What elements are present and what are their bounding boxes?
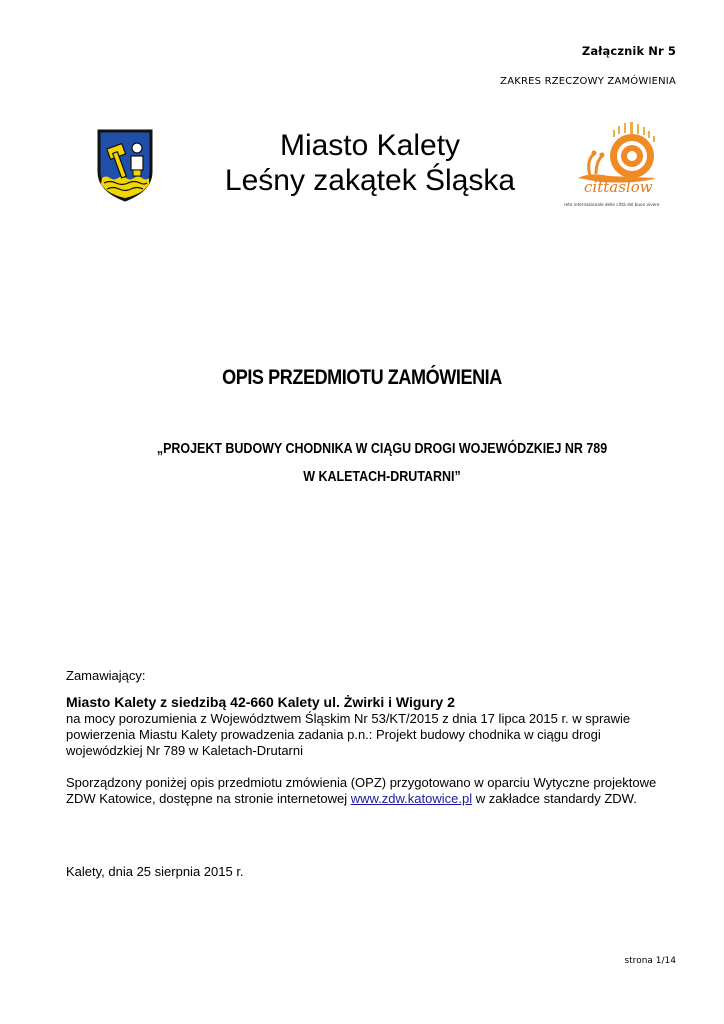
zdw-website-link[interactable]: www.zdw.katowice.pl <box>350 791 473 806</box>
project-title-line2: W KALETACH-DRUTARNI” <box>303 469 461 485</box>
opz-line2-end: w zakładce standardy ZDW. <box>472 791 637 806</box>
opz-line2 <box>66 791 686 807</box>
page-number: strona 1/14 <box>624 956 676 966</box>
town-title <box>200 128 540 198</box>
kalety-crest-icon <box>96 128 154 202</box>
client-desc-line1: na mocy porozumienia z Województwem Śląskim Nr 53/KT/2015 z dnia 17 lipca 2015 r. w sprawie <box>66 711 631 726</box>
document-heading: OPIS PRZEDMIOTU ZAMÓWIENIA <box>222 366 502 389</box>
document-date: Kalety, dnia 25 sierpnia 2015 r. <box>66 864 244 879</box>
cittaslow-logo <box>560 120 670 212</box>
attachment-number: Załącznik Nr 5 <box>581 44 676 58</box>
logo-tagline: rete internazionale delle città del buon vivere <box>564 202 660 207</box>
town-slogan: Leśny zakątek Śląska <box>224 164 516 197</box>
opz-line2-start: ZDW Katowice, dostępne na stronie internetowej <box>66 791 351 806</box>
client-name: Miasto Kalety z siedzibą 42-660 Kalety ul. Żwirki i Wigury 2 <box>66 694 455 710</box>
client-section <box>66 668 686 807</box>
opz-paragraph <box>66 775 686 807</box>
client-desc-line3: wojewódzkiej Nr 789 w Kaletach-Drutarni <box>66 743 303 758</box>
logo-wordmark: cittaslow <box>584 178 653 196</box>
project-title-line1: „PROJEKT BUDOWY CHODNIKA W CIĄGU DROGI WOJEWÓDZKIEJ NR 789 <box>156 441 608 457</box>
client-label: Zamawiający: <box>66 668 146 683</box>
opz-line1: Sporządzony poniżej opis przedmiotu zmówienia (OPZ) przygotowano w oparciu Wytyczne projektowe <box>66 775 657 790</box>
client-description <box>66 711 686 759</box>
project-title <box>53 435 710 491</box>
client-desc-line2: powierzenia Miastu Kalety prowadzenia zadania p.n.: Projekt budowy chodnika w ciągu drogi <box>66 727 601 742</box>
town-name: Miasto Kalety <box>279 129 461 162</box>
scope-label: ZAKRES RZECZOWY ZAMÓWIENIA <box>500 76 676 87</box>
